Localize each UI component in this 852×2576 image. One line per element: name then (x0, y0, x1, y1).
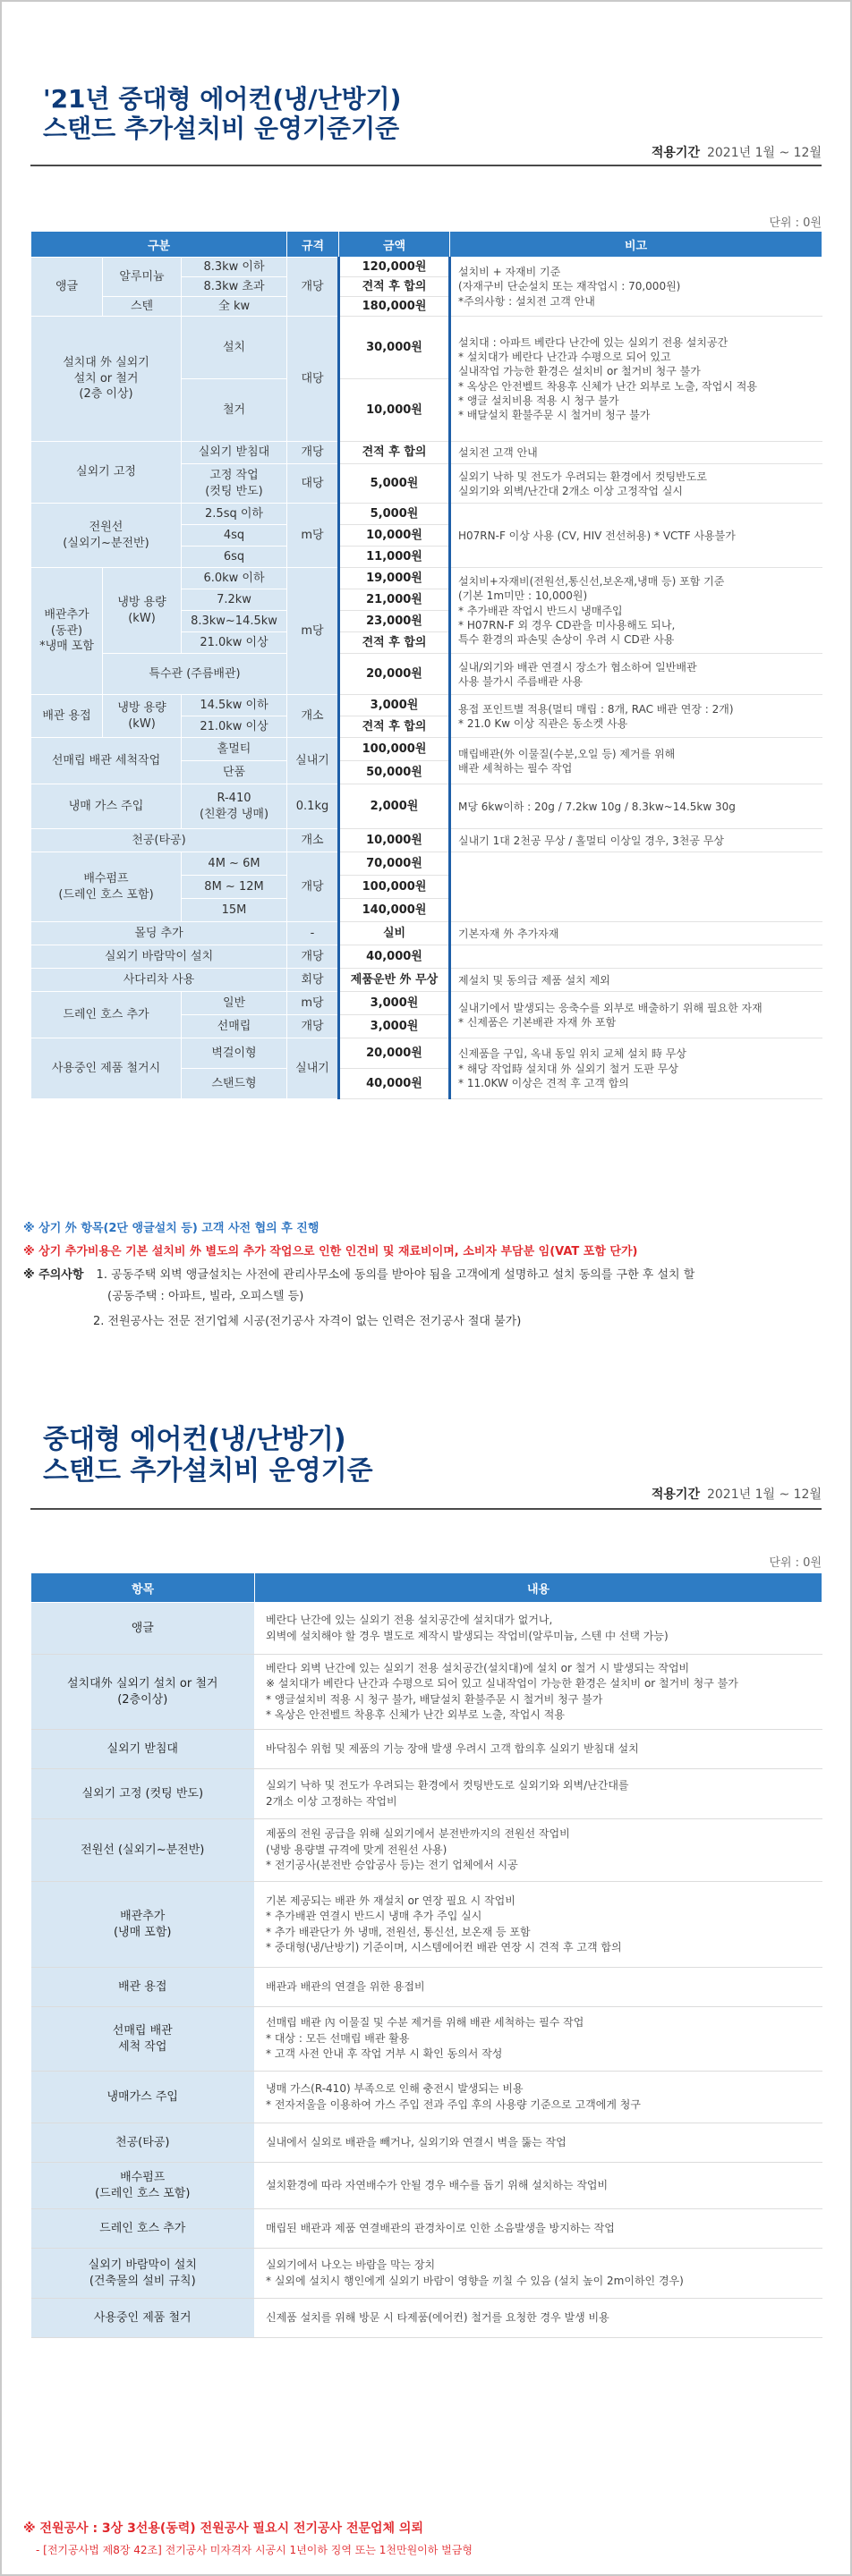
row-item-content: 신제품 설치를 위해 방문 시 타제품(에어컨) 철거를 요청한 경우 발생 비용 (255, 2299, 822, 2338)
table-row (31, 317, 822, 379)
section1-period: 적용기간 2021년 1월 ~ 12월 (651, 146, 822, 160)
cell-spec: 일반 (182, 992, 287, 1015)
table-row (31, 1882, 822, 1968)
cell-unit: 대당 (287, 464, 339, 504)
row-label-hole: 천공(타공) (31, 829, 287, 852)
section1-title-line2: 스탠드 추가설치비 운영기준기준 (43, 114, 400, 144)
cell-price: 140,000원 (339, 899, 450, 922)
section2-title-line1: 중대형 에어컨(냉/난방기) (43, 1424, 346, 1455)
col-header-spec: 규격 (287, 232, 339, 258)
footer-electrical-note: ※ 전원공사 : 3상 3선용(동력) 전원공사 필요시 전기공사 전문업체 의뢰 (23, 2521, 423, 2536)
row-item-label: 배수펌프 (드레인 호스 포함) (31, 2163, 255, 2209)
cell-spec: 8.3kw 초과 (182, 277, 287, 297)
cell-unit: 개당 (287, 945, 339, 969)
cell-price: 3,000원 (339, 992, 450, 1015)
section1-title-rule (30, 165, 822, 166)
cell-price: 20,000원 (339, 654, 450, 695)
section2-title-line2: 스탠드 추가설치비 운영기준 (43, 1455, 373, 1487)
row-label-windbreak: 실외기 바람막이 설치 (31, 945, 287, 969)
caution-item-1: 1. 공동주택 외벽 앵글설치는 사전에 관리사무소에 동의를 받아야 됨을 고객에게 설명하고 설치 동의를 구한 후 설치 할 (96, 1268, 695, 1282)
cell-note: H07RN-F 이상 사용 (CV, HIV 전선허용) * VCTF 사용불가 (450, 504, 822, 568)
cell-unit: 실내기 (287, 1038, 339, 1099)
cell-unit: 개당 (287, 852, 339, 922)
row-item-label: 배관추가 (냉매 포함) (31, 1882, 255, 1968)
row-label-power: 전원선 (실외기~분전반) (31, 504, 182, 568)
cell-note: M당 6kw이하 : 20g / 7.2kw 10g / 8.3kw~14.5kw 30g (450, 784, 822, 829)
cell-unit: 실내기 (287, 738, 339, 784)
cell-price: 제품운반 外 무상 (339, 969, 450, 992)
row-label-pipe: 배관추가 (동관) *냉매 포함 (31, 568, 103, 695)
cell-unit: 회당 (287, 969, 339, 992)
col-header-content: 내용 (255, 1573, 822, 1603)
caution-label: ※ 주의사항 (23, 1268, 84, 1282)
table-row (31, 654, 822, 695)
caution-item-2: 2. 전원공사는 전문 전기업체 시공(전기공사 자격이 없는 인력은 전기공사 절대 불가) (93, 1315, 522, 1328)
row-item-label: 배관 용접 (31, 1968, 255, 2007)
table-row (31, 992, 822, 1015)
cell-price: 100,000원 (339, 876, 450, 899)
row-label-gas: 냉매 가스 주입 (31, 784, 182, 829)
cell-spec: R-410 (친환경 냉매) (182, 784, 287, 829)
table-header-row (31, 1573, 822, 1603)
table-row (31, 784, 822, 829)
section2-table-body (31, 1603, 822, 2338)
cell-note: 매립배관(外 이물질(수분,오일 등) 제거를 위해 배관 세척하는 필수 작업 (450, 738, 822, 784)
cell-spec: 2.5sq 이하 (182, 504, 287, 525)
row-label-clean: 선매립 배관 세척작업 (31, 738, 182, 784)
row-label-molding: 몰딩 추가 (31, 922, 287, 945)
caution-item-1b: (공동주택 : 아파트, 빌라, 오피스텔 등) (107, 1290, 304, 1303)
cell-note (450, 945, 822, 969)
section1-table (30, 231, 822, 1099)
cell-spec: 15M (182, 899, 287, 922)
cell-price: 10,000원 (339, 525, 450, 547)
table-row (31, 2209, 822, 2249)
cell-price: 100,000원 (339, 738, 450, 761)
table-row (31, 568, 822, 589)
row-label-anggeul: 앵글 (31, 258, 103, 317)
table-row (31, 852, 822, 876)
cell-price: 3,000원 (339, 1015, 450, 1038)
row-item-label: 선매립 배관 세척 작업 (31, 2007, 255, 2072)
cell-spec: 철거 (182, 379, 287, 442)
table-row (31, 1968, 822, 2007)
row-item-label: 설치대外 실외기 설치 or 철거 (2층이상) (31, 1655, 255, 1730)
row-item-content: 베란다 외벽 난간에 있는 실외기 전용 설치공간(설치대)에 설치 or 철거 시 발생되는 작업비 ※ 설치대가 베란다 난간과 수평으로 되어 있고 실내작업이 가능한 환경은 설치비 or 철거비 청구 불가 * 앵글설치비 적용 시 청구 불가, 배달설치 환불주문 시 철거비 청구 불가 * 옥상은 안전벨트 착용후 신체가 난간 외부로 노출, 작업시 적용 (255, 1655, 822, 1730)
col-header-category: 구분 (31, 232, 287, 258)
table-row (31, 695, 822, 716)
cell-unit: - (287, 922, 339, 945)
cell-price: 10,000원 (339, 829, 450, 852)
cell-price: 180,000원 (339, 297, 450, 317)
cell-spec: 8.3kw~14.5kw (182, 611, 287, 632)
row-item-content: 기본 제공되는 배관 外 재설치 or 연장 필요 시 작업비 * 추가배관 연결시 반드시 냉매 추가 주입 실시 * 추가 배관단가 外 냉매, 전원선, 통신선, 보온재 등 포함 * 중대형(냉/난방기) 기준이며, 시스템에어컨 배관 연장 시 견적 후 고객 합의 (255, 1882, 822, 1968)
row-item-label: 사용중인 제품 철거 (31, 2299, 255, 2338)
cell-price: 120,000원 (339, 258, 450, 277)
cell-note: 설치전 고객 안내 (450, 442, 822, 464)
cell-spec: 특수관 (주름배관) (103, 654, 287, 695)
note-prior-consultation: ※ 상기 外 항목(2단 앵글설치 등) 고객 사전 협의 후 진행 (23, 1222, 320, 1235)
cell-spec: 8M ~ 12M (182, 876, 287, 899)
row-item-label: 천공(타공) (31, 2123, 255, 2163)
cell-spec: 4sq (182, 525, 287, 547)
section1-title-line1: '21년 중대형 에어컨(냉/난방기) (43, 84, 402, 114)
row-label-drain: 배수펌프 (드레인 호스 포함) (31, 852, 182, 922)
row-item-content: 선매립 배관 內 이물질 및 수분 제거를 위해 배관 세척하는 필수 작업 * 대상 : 모든 선매립 배관 활용 * 고객 사전 안내 후 작업 거부 시 확인 동의서 작성 (255, 2007, 822, 2072)
table-row (31, 829, 822, 852)
row-label-weld: 배관 용접 (31, 695, 103, 738)
row-item-label: 드레인 호스 추가 (31, 2209, 255, 2249)
cell-spec: 실외기 받침대 (182, 442, 287, 464)
row-sublabel-weld: 냉방 용량 (kW) (103, 695, 182, 738)
section1-title (43, 84, 401, 143)
cell-unit: m당 (287, 504, 339, 568)
section1-unit: 단위 : 0원 (769, 216, 822, 230)
cell-unit: m당 (287, 568, 339, 695)
cell-note: 신제품을 구입, 옥내 동일 위치 교체 설치 時 무상 * 해당 작업時 설치대 外 실외기 철거 도판 무상 * 11.0KW 이상은 견적 후 고객 합의 (450, 1038, 822, 1099)
row-item-label: 실외기 고정 (컷팅 반도) (31, 1769, 255, 1819)
cell-note (450, 852, 822, 922)
cell-price: 견적 후 합의 (339, 716, 450, 738)
section2-unit: 단위 : 0원 (769, 1556, 822, 1570)
cell-spec: 21.0kw 이상 (182, 632, 287, 654)
cell-note: 설치비+자재비(전원선,통신선,보온재,냉매 등) 포함 기준 (기본 1m미만 : 10,000원) * 추가배관 작업시 반드시 냉매주입 * H07RN-F 외 경우 CD관을 미사용해도 되나, 특수 환경의 파손및 손상이 우려 시 CD관 사용 (450, 568, 822, 654)
cell-price: 3,000원 (339, 695, 450, 716)
row-label-ladder: 사다리차 사용 (31, 969, 287, 992)
table-row (31, 2123, 822, 2163)
cell-unit: 개당 (287, 442, 339, 464)
cell-spec: 홀멀티 (182, 738, 287, 761)
row-item-content: 바닥침수 위험 및 제품의 기능 장애 발생 우려시 고객 합의후 실외기 받침대 설치 (255, 1730, 822, 1769)
cell-price: 2,000원 (339, 784, 450, 829)
cell-note: 용접 포인트별 적용(멀티 매립 : 8개, RAC 배관 연장 : 2개) * 21.0 Kw 이상 직관은 동소켓 사용 (450, 695, 822, 738)
row-item-label: 실외기 받침대 (31, 1730, 255, 1769)
row-item-label: 전원선 (실외기~분전반) (31, 1819, 255, 1882)
row-label-install: 설치대 外 실외기 설치 or 철거 (2층 이상) (31, 317, 182, 442)
table-row (31, 2072, 822, 2123)
cell-unit: 0.1kg (287, 784, 339, 829)
cell-price: 5,000원 (339, 464, 450, 504)
table-header-row (31, 232, 822, 258)
cell-note: 설치비 + 자재비 기준 (자재구비 단순설치 또는 재작업시 : 70,000원) *주의사항 : 설치전 고객 안내 (450, 258, 822, 317)
cell-spec: 14.5kw 이하 (182, 695, 287, 716)
cell-spec: 선매립 (182, 1015, 287, 1038)
cell-price: 11,000원 (339, 547, 450, 568)
cell-price: 19,000원 (339, 568, 450, 589)
row-item-label: 앵글 (31, 1603, 255, 1655)
table-row (31, 1603, 822, 1655)
row-sublabel-pipe: 냉방 용량 (kW) (103, 568, 182, 654)
table-row (31, 258, 822, 277)
cell-price: 21,000원 (339, 589, 450, 611)
cell-price: 30,000원 (339, 317, 450, 379)
table-row (31, 504, 822, 525)
row-item-content: 실외기에서 나오는 바람을 막는 장치 * 실외에 설치시 행인에게 실외기 바람이 영향을 끼칠 수 있음 (설치 높이 2m이하인 경우) (255, 2249, 822, 2299)
cell-price: 견적 후 합의 (339, 442, 450, 464)
cell-spec: 단품 (182, 761, 287, 784)
cell-price: 5,000원 (339, 504, 450, 525)
col-header-price: 금액 (339, 232, 450, 258)
row-item-label: 냉매가스 주입 (31, 2072, 255, 2123)
section2-title-rule (30, 1508, 822, 1510)
cell-price: 50,000원 (339, 761, 450, 784)
cell-unit: 개소 (287, 695, 339, 738)
cell-spec: 21.0kw 이상 (182, 716, 287, 738)
section2-period: 적용기간 2021년 1월 ~ 12월 (651, 1487, 822, 1502)
cell-price: 견적 후 합의 (339, 632, 450, 654)
cell-unit: 개소 (287, 829, 339, 852)
row-label-used-removal: 사용중인 제품 철거시 (31, 1038, 182, 1099)
cell-note: 실내기 1대 2천공 무상 / 홀멀티 이상일 경우, 3천공 무상 (450, 829, 822, 852)
row-label-fix: 실외기 고정 (31, 442, 182, 504)
section2-title (43, 1424, 373, 1487)
cell-note: 기본자재 外 추가자재 (450, 922, 822, 945)
cell-price: 40,000원 (339, 1069, 450, 1099)
caution-block (23, 1265, 694, 1282)
cell-spec: 고정 작업 (컷팅 반도) (182, 464, 287, 504)
row-item-content: 설치환경에 따라 자연배수가 안될 경우 배수를 돕기 위해 설치하는 작업비 (255, 2163, 822, 2209)
cell-spec: 6.0kw 이하 (182, 568, 287, 589)
cell-note: 실외기 낙하 및 전도가 우려되는 환경에서 컷팅반도로 실외기와 외벽/난간대 2개소 이상 고정작업 실시 (450, 464, 822, 504)
col-header-note: 비고 (450, 232, 822, 258)
cell-spec: 6sq (182, 547, 287, 568)
cell-unit: 대당 (287, 317, 339, 442)
table-row (31, 1769, 822, 1819)
row-item-content: 베란다 난간에 있는 실외기 전용 설치공간에 설치대가 없거나, 외벽에 설치해야 할 경우 별도로 제작시 발생되는 작업비(알루미늄, 스텐 中 선택 가능) (255, 1603, 822, 1655)
cell-note: 설치대 : 아파트 베란다 난간에 있는 실외기 전용 설치공간 * 설치대가 베란다 난간과 수평으로 되어 있고 실내작업 가능한 환경은 설치비 or 철거비 청구 불가 * 옥상은 안전벨트 착용후 신체가 난간 외부로 노출, 작업시 적용 * 앵글 설치비용 적용 시 청구 불가 * 배달설치 환불주문 시 철거비 청구 불가 (450, 317, 822, 442)
table-row (31, 2249, 822, 2299)
cell-unit: m당 (287, 992, 339, 1015)
table-row (31, 442, 822, 464)
cell-note: 실내/외기와 배관 연결시 장소가 협소하여 일반배관 사용 불가시 주름배관 사용 (450, 654, 822, 695)
cell-spec: 7.2kw (182, 589, 287, 611)
cell-price: 실비 (339, 922, 450, 945)
cell-price: 70,000원 (339, 852, 450, 876)
note-extra-cost: ※ 상기 추가비용은 기본 설치비 外 별도의 추가 작업으로 인한 인건비 및 재료비이며, 소비자 부담분 임(VAT 포함 단가) (23, 1245, 638, 1258)
table-row (31, 1730, 822, 1769)
cell-spec: 4M ~ 6M (182, 852, 287, 876)
table-row (31, 1655, 822, 1730)
table-row (31, 738, 822, 761)
cell-price: 40,000원 (339, 945, 450, 969)
cell-spec: 설치 (182, 317, 287, 379)
row-sublabel-aluminum: 알루미늄 (103, 258, 182, 297)
row-item-label: 실외기 바람막이 설치 (건축물의 설비 규칙) (31, 2249, 255, 2299)
table-row (31, 922, 822, 945)
table-row (31, 969, 822, 992)
table-row (31, 945, 822, 969)
col-header-item: 항목 (31, 1573, 255, 1603)
section2-table (30, 1572, 822, 2338)
footer-law-note: - [전기공사법 제8장 42조] 전기공사 미자격자 시공시 1년이하 징역 또는 1천만원이하 벌금형 (36, 2544, 473, 2556)
row-item-content: 실내에서 실외로 배관을 빼거나, 실외기와 연결시 벽을 뚫는 작업 (255, 2123, 822, 2163)
cell-price: 10,000원 (339, 379, 450, 442)
cell-price: 20,000원 (339, 1038, 450, 1069)
row-item-content: 매립된 배관과 제품 연결배관의 관경차이로 인한 소음발생을 방지하는 작업 (255, 2209, 822, 2249)
cell-note: 실내기에서 발생되는 응축수를 외부로 배출하기 위해 필요한 자재 * 신제품은 기본배관 자재 外 포함 (450, 992, 822, 1038)
cell-unit: 개당 (287, 1015, 339, 1038)
row-item-content: 배관과 배관의 연결을 위한 용접비 (255, 1968, 822, 2007)
row-item-content: 실외기 낙하 및 전도가 우려되는 환경에서 컷팅반도로 실외기와 외벽/난간대를 2개소 이상 고정하는 작업비 (255, 1769, 822, 1819)
row-label-drain-hose: 드레인 호스 추가 (31, 992, 182, 1038)
cell-spec: 8.3kw 이하 (182, 258, 287, 277)
cell-spec: 벽걸이형 (182, 1038, 287, 1069)
cell-price: 23,000원 (339, 611, 450, 632)
cell-note: 제설치 및 동의급 제품 설치 제외 (450, 969, 822, 992)
cell-spec: 스탠드형 (182, 1069, 287, 1099)
table-row (31, 1819, 822, 1882)
cell-unit: 개당 (287, 258, 339, 317)
table-row (31, 1038, 822, 1069)
cell-price: 견적 후 합의 (339, 277, 450, 297)
row-item-content: 제품의 전원 공급을 위해 실외기에서 분전반까지의 전원선 작업비 (냉방 용량별 규격에 맞게 전원선 사용) * 전기공사(분전반 승압공사 등)는 전기 업체에서 시공 (255, 1819, 822, 1882)
cell-spec: 全 kw (182, 297, 287, 317)
table-row (31, 2163, 822, 2209)
row-item-content: 냉매 가스(R-410) 부족으로 인해 충전시 발생되는 비용 * 전자저울을 이용하여 가스 주입 전과 주입 후의 사용량 기준으로 고객에게 청구 (255, 2072, 822, 2123)
table-row (31, 2299, 822, 2338)
row-sublabel-stand: 스텐 (103, 297, 182, 317)
table-row (31, 2007, 822, 2072)
